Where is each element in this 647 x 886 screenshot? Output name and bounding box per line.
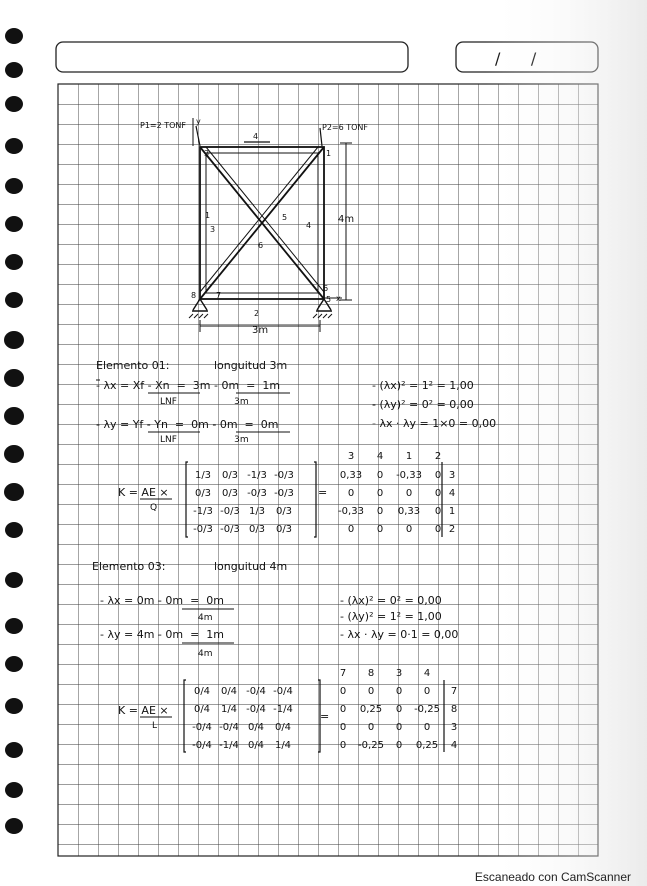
load-left-label: P1=2 TONF xyxy=(140,121,187,130)
y-axis-label: y xyxy=(196,117,201,126)
element2-matrix-cell: -0/4 xyxy=(192,740,212,751)
element1-matrix-cell: 0/3 xyxy=(275,524,293,535)
element1-dof-side: 2 xyxy=(448,524,456,535)
element2-result-cell: 0 xyxy=(395,740,403,751)
member-left-mark: 1 xyxy=(205,211,211,220)
element1-result-cell: 0 xyxy=(376,470,384,481)
element2-side3: - λx · λy = 0·1 = 0,00 xyxy=(340,628,459,641)
element1-dof-side: 4 xyxy=(448,488,456,499)
element1-side3: - λx · λy = 1×0 = 0,00 xyxy=(372,417,497,430)
element2-side2: - (λy)² = 1² = 1,00 xyxy=(340,610,442,623)
member-diag-label: 5 xyxy=(282,213,288,222)
scanner-watermark: Escaneado con CamScanner xyxy=(474,870,631,884)
element2-result-cell: 0 xyxy=(339,740,347,751)
member-center-label: 6 xyxy=(258,241,264,250)
element2-k: K = AE × xyxy=(118,704,169,717)
element2-matrix-cell: -0/4 xyxy=(192,722,212,733)
element2-matrix-cell: -0/4 xyxy=(246,686,266,697)
element1-matrix-cell: 0/3 xyxy=(248,524,266,535)
x-axis-label: x xyxy=(336,294,341,303)
element1-ly: - λy = Yf - Yn = 0m - 0m = 0m xyxy=(96,418,279,431)
element1-matrix-cell: -1/3 xyxy=(247,470,267,481)
element1-result-cell: 0 xyxy=(405,488,413,499)
element1-length: longuitud 3m xyxy=(214,359,288,372)
node-top-left: 3 xyxy=(204,149,210,158)
element1-dof-top: 2 xyxy=(434,451,442,462)
member-top-label: 4 xyxy=(253,132,259,141)
element2-result-cell: 0 xyxy=(367,686,375,697)
element1-matrix-cell: 0/3 xyxy=(194,488,212,499)
element1-matrix-cell: 0/3 xyxy=(221,470,239,481)
element2-dof-side: 8 xyxy=(450,704,458,715)
element2-ly: - λy = 4m - 0m = 1m xyxy=(100,628,225,641)
element1-matrix-cell: 0/3 xyxy=(275,506,293,517)
element2-dof-top: 3 xyxy=(395,668,403,679)
element1-matrix-cell: -1/3 xyxy=(193,506,213,517)
element2-dof-side: 3 xyxy=(450,722,458,733)
element1-dof-top: 4 xyxy=(376,451,384,462)
element1-result-cell: 0 xyxy=(405,524,413,535)
element2-result-cell: 0,25 xyxy=(359,704,383,715)
element1-result-cell: 0 xyxy=(376,488,384,499)
element1-matrix-cell: 1/3 xyxy=(248,506,266,517)
element1-dof-side: 1 xyxy=(448,506,456,517)
element1-result-cell: 0 xyxy=(376,524,384,535)
element2-result-cell: 0 xyxy=(339,686,347,697)
element1-result-cell: 0 xyxy=(434,470,442,481)
element2-result-cell: 0 xyxy=(367,722,375,733)
element2-dof-top: 7 xyxy=(339,668,347,679)
element2-matrix-cell: -1/4 xyxy=(219,740,239,751)
element1-side1: - (λx)² = 1² = 1,00 xyxy=(372,379,474,392)
element2-lx-den: 4m xyxy=(198,613,213,623)
element1-result-cell: 0 xyxy=(434,524,442,535)
height-label: 4m xyxy=(338,214,355,225)
element1-matrix-cell: 0/3 xyxy=(221,488,239,499)
element2-equals: = xyxy=(320,710,330,723)
element2-title: Elemento 03: xyxy=(92,560,166,573)
element2-matrix-cell: 1/4 xyxy=(274,740,292,751)
width-label: 3m xyxy=(252,325,269,336)
element2-result-cell: 0 xyxy=(423,722,431,733)
element1-matrix-cell: -0/3 xyxy=(274,470,294,481)
element2-dof-side: 4 xyxy=(450,740,458,751)
element2-matrix-cell: 0/4 xyxy=(193,704,211,715)
element1-result-cell: 0 xyxy=(434,506,442,517)
element2-result-cell: -0,25 xyxy=(414,704,440,715)
node-bottom-right-sub: 5 xyxy=(326,295,332,304)
element2-result-cell: 0 xyxy=(395,704,403,715)
element1-lx: - λx = Xf - Xn = 3m - 0m = 1m xyxy=(96,379,281,392)
element1-dof-top: 1 xyxy=(405,451,413,462)
element1-matrix-cell: -0/3 xyxy=(274,488,294,499)
element2-matrix-cell: 0/4 xyxy=(274,722,292,733)
element1-result-cell: 0 xyxy=(347,488,355,499)
load-right-label: P2=6 TONF xyxy=(322,123,369,132)
element2-result-cell: 0 xyxy=(339,722,347,733)
element2-ly-den: 4m xyxy=(198,649,213,659)
element2-length: longuitud 4m xyxy=(214,560,288,573)
element2-lx: - λx = 0m - 0m = 0m xyxy=(100,594,225,607)
element1-ly-den: LNF 3m xyxy=(160,435,249,445)
element2-matrix-cell: -0/4 xyxy=(219,722,239,733)
element1-k-den: Q xyxy=(150,503,158,513)
element2-matrix-cell: 1/4 xyxy=(220,704,238,715)
element1-matrix-cell: -0/3 xyxy=(220,524,240,535)
element2-result-cell: 0,25 xyxy=(415,740,439,751)
element1-dof-top: 3 xyxy=(347,451,355,462)
element1-title: Elemento 01: xyxy=(96,359,170,372)
element1-result-cell: 0 xyxy=(434,488,442,499)
member-bottom-label: 2 xyxy=(254,309,260,318)
node-bottom-right: 6 xyxy=(323,284,329,293)
element2-matrix-cell: -0/4 xyxy=(273,686,293,697)
element1-matrix-cell: -0/3 xyxy=(220,506,240,517)
element2-matrix-cell: 0/4 xyxy=(247,722,265,733)
element1-side2: - (λy)² = 0² = 0,00 xyxy=(372,398,474,411)
element2-result-cell: 0 xyxy=(395,722,403,733)
element2-result-cell: 0 xyxy=(423,686,431,697)
element2-side1: - (λx)² = 0² = 0,00 xyxy=(340,594,442,607)
node-bottom-left-sub: 7 xyxy=(216,291,222,300)
element2-result-cell: -0,25 xyxy=(358,740,384,751)
element2-dof-side: 7 xyxy=(450,686,458,697)
element1-result-cell: -0,33 xyxy=(396,470,422,481)
element1-equals: = xyxy=(318,486,328,499)
element1-matrix-cell: 1/3 xyxy=(194,470,212,481)
element1-result-cell: 0,33 xyxy=(339,470,363,481)
element2-result-cell: 0 xyxy=(395,686,403,697)
element1-result-cell: 0 xyxy=(347,524,355,535)
element1-result-cell: 0 xyxy=(376,506,384,517)
element2-dof-top: 8 xyxy=(367,668,375,679)
member-left-label: 3 xyxy=(210,225,216,234)
element1-result-cell: 0,33 xyxy=(397,506,421,517)
element2-matrix-cell: 0/4 xyxy=(193,686,211,697)
element2-matrix-cell: 0/4 xyxy=(220,686,238,697)
element2-matrix-cell: -0/4 xyxy=(246,704,266,715)
member-right-label: 4 xyxy=(306,221,312,230)
element1-dof-side: 3 xyxy=(448,470,456,481)
element1-matrix-cell: -0/3 xyxy=(247,488,267,499)
element2-dof-top: 4 xyxy=(423,668,431,679)
node-top-right: 1 xyxy=(326,149,332,158)
element2-matrix-cell: -1/4 xyxy=(273,704,293,715)
element1-result-cell: -0,33 xyxy=(338,506,364,517)
element1-matrix-cell: -0/3 xyxy=(193,524,213,535)
element1-k: K = AE × xyxy=(118,486,169,499)
node-bottom-left: 8 xyxy=(191,291,197,300)
element2-result-cell: 0 xyxy=(339,704,347,715)
element2-k-den: L xyxy=(152,721,158,731)
element1-lx-den: LNF 3m xyxy=(160,397,249,407)
element2-matrix-cell: 0/4 xyxy=(247,740,265,751)
